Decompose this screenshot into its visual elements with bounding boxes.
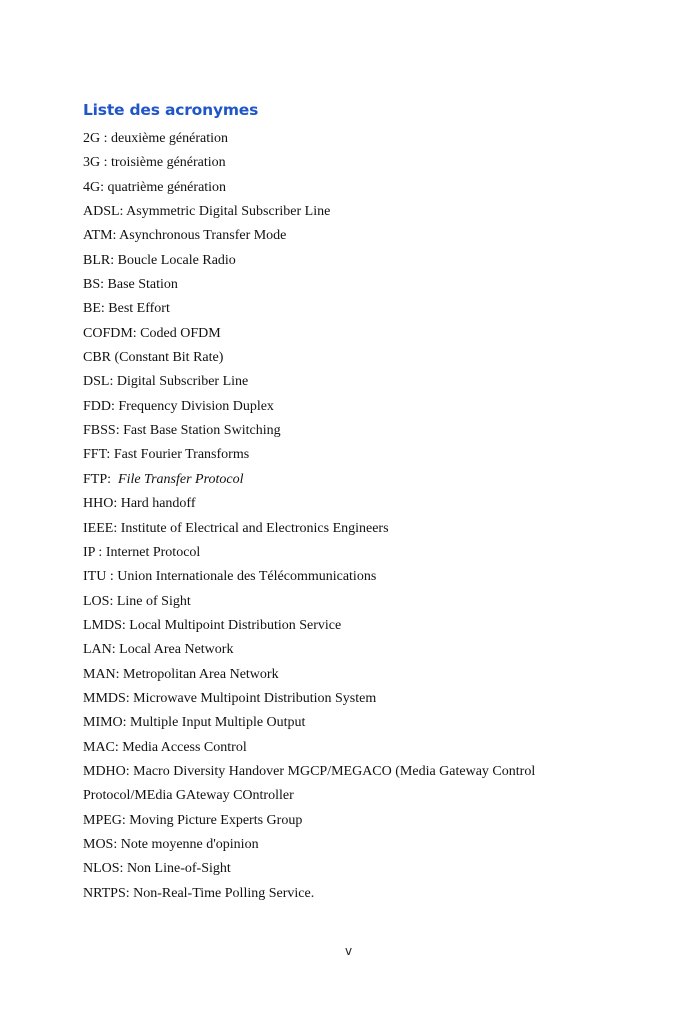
acronym-item (83, 640, 535, 664)
acronym-text: 2G : deuxième génération (83, 131, 229, 146)
acronym-text: IEEE: Institute of Electrical and Electronics Engineers (83, 520, 389, 536)
acronym-text: NLOS: Non Line-of-Sight (83, 861, 231, 877)
acronym-text: 3G : troisième génération (83, 155, 226, 171)
acronym-item (83, 324, 535, 348)
acronym-text: LMDS: Local Multipoint Distribution Service (83, 617, 342, 633)
acronym-text: FFT: Fast Fourier Transforms (83, 447, 250, 463)
acronym-text: LOS: Line of Sight (83, 593, 191, 609)
acronym-item (83, 835, 535, 859)
acronym-item (83, 397, 535, 421)
acronym-item (83, 202, 535, 226)
acronym-item (83, 470, 535, 494)
acronym-item (83, 713, 535, 737)
acronym-text: MIMO: Multiple Input Multiple Output (83, 715, 306, 731)
acronym-text: FBSS: Fast Base Station Switching (83, 423, 281, 439)
acronym-text: BE: Best Effort (83, 301, 170, 317)
acronym-list (83, 129, 535, 908)
acronym-item (83, 811, 535, 835)
acronym-text: Protocol/MEdia GAteway COntroller (83, 788, 294, 804)
acronym-text: MAC: Media Access Control (83, 739, 247, 755)
acronym-item (83, 543, 535, 567)
acronym-item (83, 859, 535, 883)
acronym-item (83, 445, 535, 469)
acronym-item (83, 421, 535, 445)
acronym-item (83, 494, 535, 518)
acronym-item (83, 689, 535, 713)
acronym-text: ATM: Asynchronous Transfer Mode (83, 228, 287, 244)
page-number: v (345, 944, 353, 958)
acronym-text: COFDM: Coded OFDM (83, 325, 221, 341)
acronym-item (83, 275, 535, 299)
acronym-text: MPEG: Moving Picture Experts Group (83, 812, 303, 828)
acronym-text: ADSL: Asymmetric Digital Subscriber Line (83, 204, 331, 220)
acronym-text: BS: Base Station (83, 277, 178, 293)
acronym-text: MAN: Metropolitan Area Network (83, 666, 279, 682)
acronym-item (83, 762, 535, 786)
acronym-text: MOS: Note moyenne d'opinion (83, 836, 259, 852)
acronym-text: BLR: Boucle Locale Radio (83, 252, 236, 268)
acronym-item (83, 129, 535, 153)
acronym-item (83, 153, 535, 177)
page-title: Liste des acronymes (83, 101, 259, 119)
acronym-item (83, 567, 535, 591)
acronym-item (83, 616, 535, 640)
acronym-text: IP : Internet Protocol (83, 544, 201, 560)
acronym-text: DSL: Digital Subscriber Line (83, 374, 249, 390)
acronym-text: 4G: quatrième génération (83, 179, 227, 195)
acronym-item (83, 519, 535, 543)
acronym-text: HHO: Hard handoff (83, 496, 196, 512)
acronym-item (83, 592, 535, 616)
acronym-item (83, 786, 535, 810)
acronym-text: NRTPS: Non-Real-Time Polling Service. (83, 885, 315, 901)
acronym-text: ITU : Union Internationale des Télécommunications (83, 569, 377, 585)
acronym-text: MDHO: Macro Diversity Handover MGCP/MEGACO (Media Gateway Control (83, 763, 536, 779)
acronym-item (83, 178, 535, 202)
acronym-item (83, 348, 535, 372)
acronym-item (83, 226, 535, 250)
acronym-text: CBR (Constant Bit Rate) (83, 350, 224, 366)
acronym-item (83, 299, 535, 323)
acronym-text: MMDS: Microwave Multipoint Distribution System (83, 690, 377, 706)
acronym-item (83, 251, 535, 275)
acronym-text: FDD: Frequency Division Duplex (83, 398, 274, 414)
acronym-item (83, 738, 535, 762)
acronym-item (83, 665, 535, 689)
acronym-expansion-italic: File Transfer Protocol (118, 471, 244, 487)
acronym-text: FTP: (83, 471, 119, 487)
acronym-text: LAN: Local Area Network (83, 642, 234, 658)
acronym-item (83, 884, 535, 908)
acronym-item (83, 372, 535, 396)
